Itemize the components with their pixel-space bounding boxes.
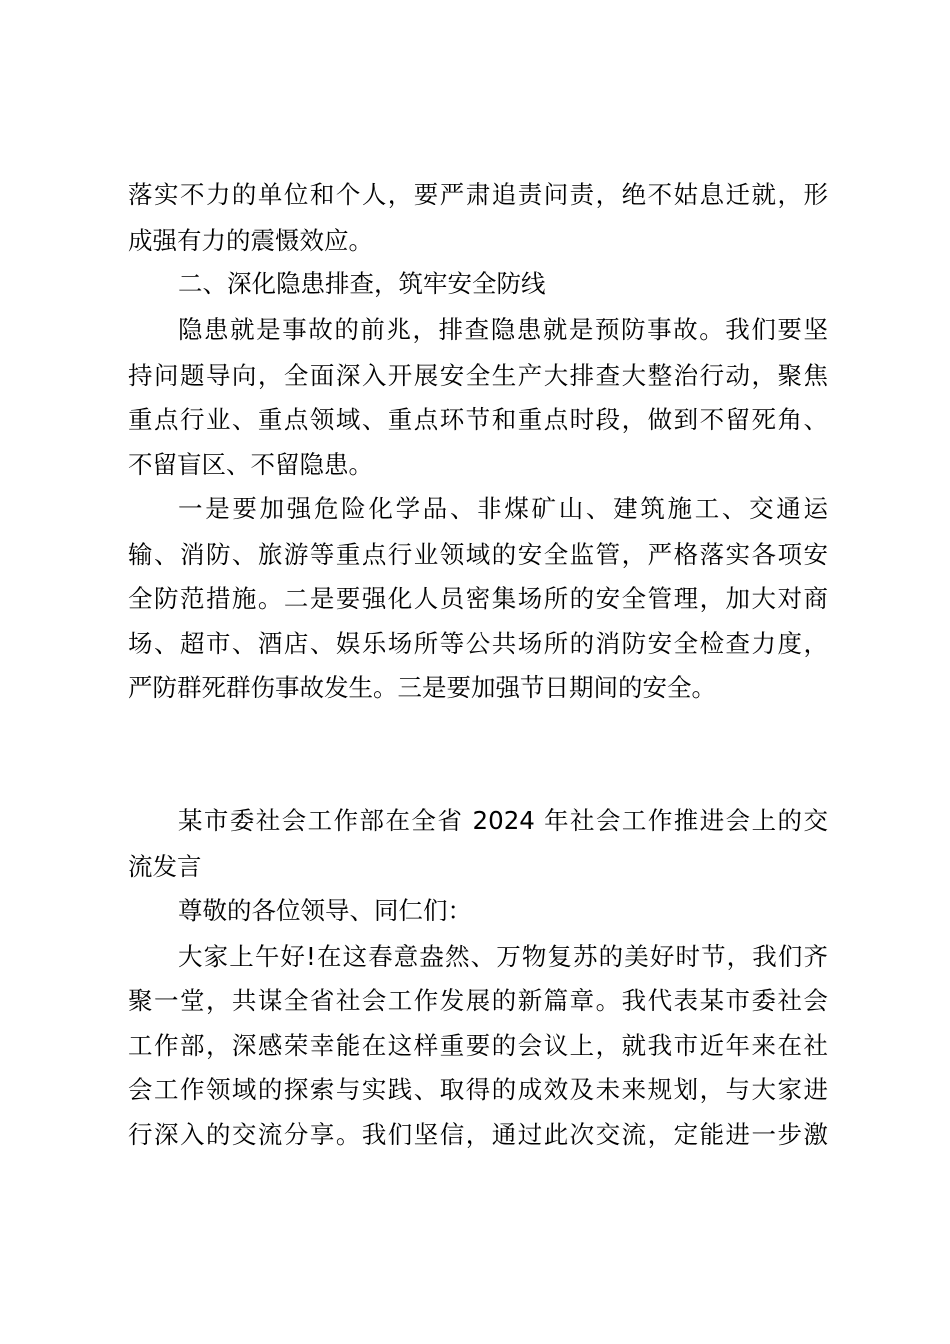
paragraph-line: 持问题导向，全面深入开展安全生产大排查大整治行动，聚焦 (128, 361, 828, 390)
paragraph-line: 输、消防、旅游等重点行业领域的安全监管，严格落实各项安 (128, 540, 828, 569)
paragraph-line: 大家上午好!在这春意盎然、万物复苏的美好时节，我们齐 (178, 942, 828, 971)
paragraph-line: 会工作领域的探索与实践、取得的成效及未来规划，与大家进 (128, 1075, 828, 1104)
paragraph-line: 重点行业、重点领域、重点环节和重点时段，做到不留死角、 (128, 405, 828, 434)
section-heading: 二、深化隐患排查，筑牢安全防线 (178, 269, 546, 298)
paragraph-line: 隐患就是事故的前兆，排查隐患就是预防事故。我们要坚 (178, 315, 828, 344)
paragraph-line: 行深入的交流分享。我们坚信，通过此次交流，定能进一步激 (128, 1120, 828, 1149)
salutation: 尊敬的各位领导、同仁们： (178, 896, 472, 925)
paragraph-line: 不留盲区、不留隐患。 (128, 450, 373, 479)
paragraph-line: 成强有力的震慑效应。 (128, 226, 373, 255)
paragraph-line: 严防群死群伤事故发生。三是要加强节日期间的安全。 (128, 673, 716, 702)
paragraph-line: 落实不力的单位和个人，要严肃追责问责，绝不姑息迁就，形 (128, 180, 828, 209)
speech-title: 某市委社会工作部在全省 2024 年社会工作推进会上的交 (178, 806, 828, 835)
paragraph-line: 工作部，深感荣幸能在这样重要的会议上，就我市近年来在社 (128, 1031, 828, 1060)
paragraph-line: 聚一堂，共谋全省社会工作发展的新篇章。我代表某市委社会 (128, 986, 828, 1015)
paragraph-line: 一是要加强危险化学品、非煤矿山、建筑施工、交通运 (178, 494, 828, 523)
paragraph-line: 场、超市、酒店、娱乐场所等公共场所的消防安全检查力度， (128, 629, 828, 658)
speech-title: 流发言 (128, 852, 202, 881)
paragraph-line: 全防范措施。二是要强化人员密集场所的安全管理，加大对商 (128, 584, 828, 613)
